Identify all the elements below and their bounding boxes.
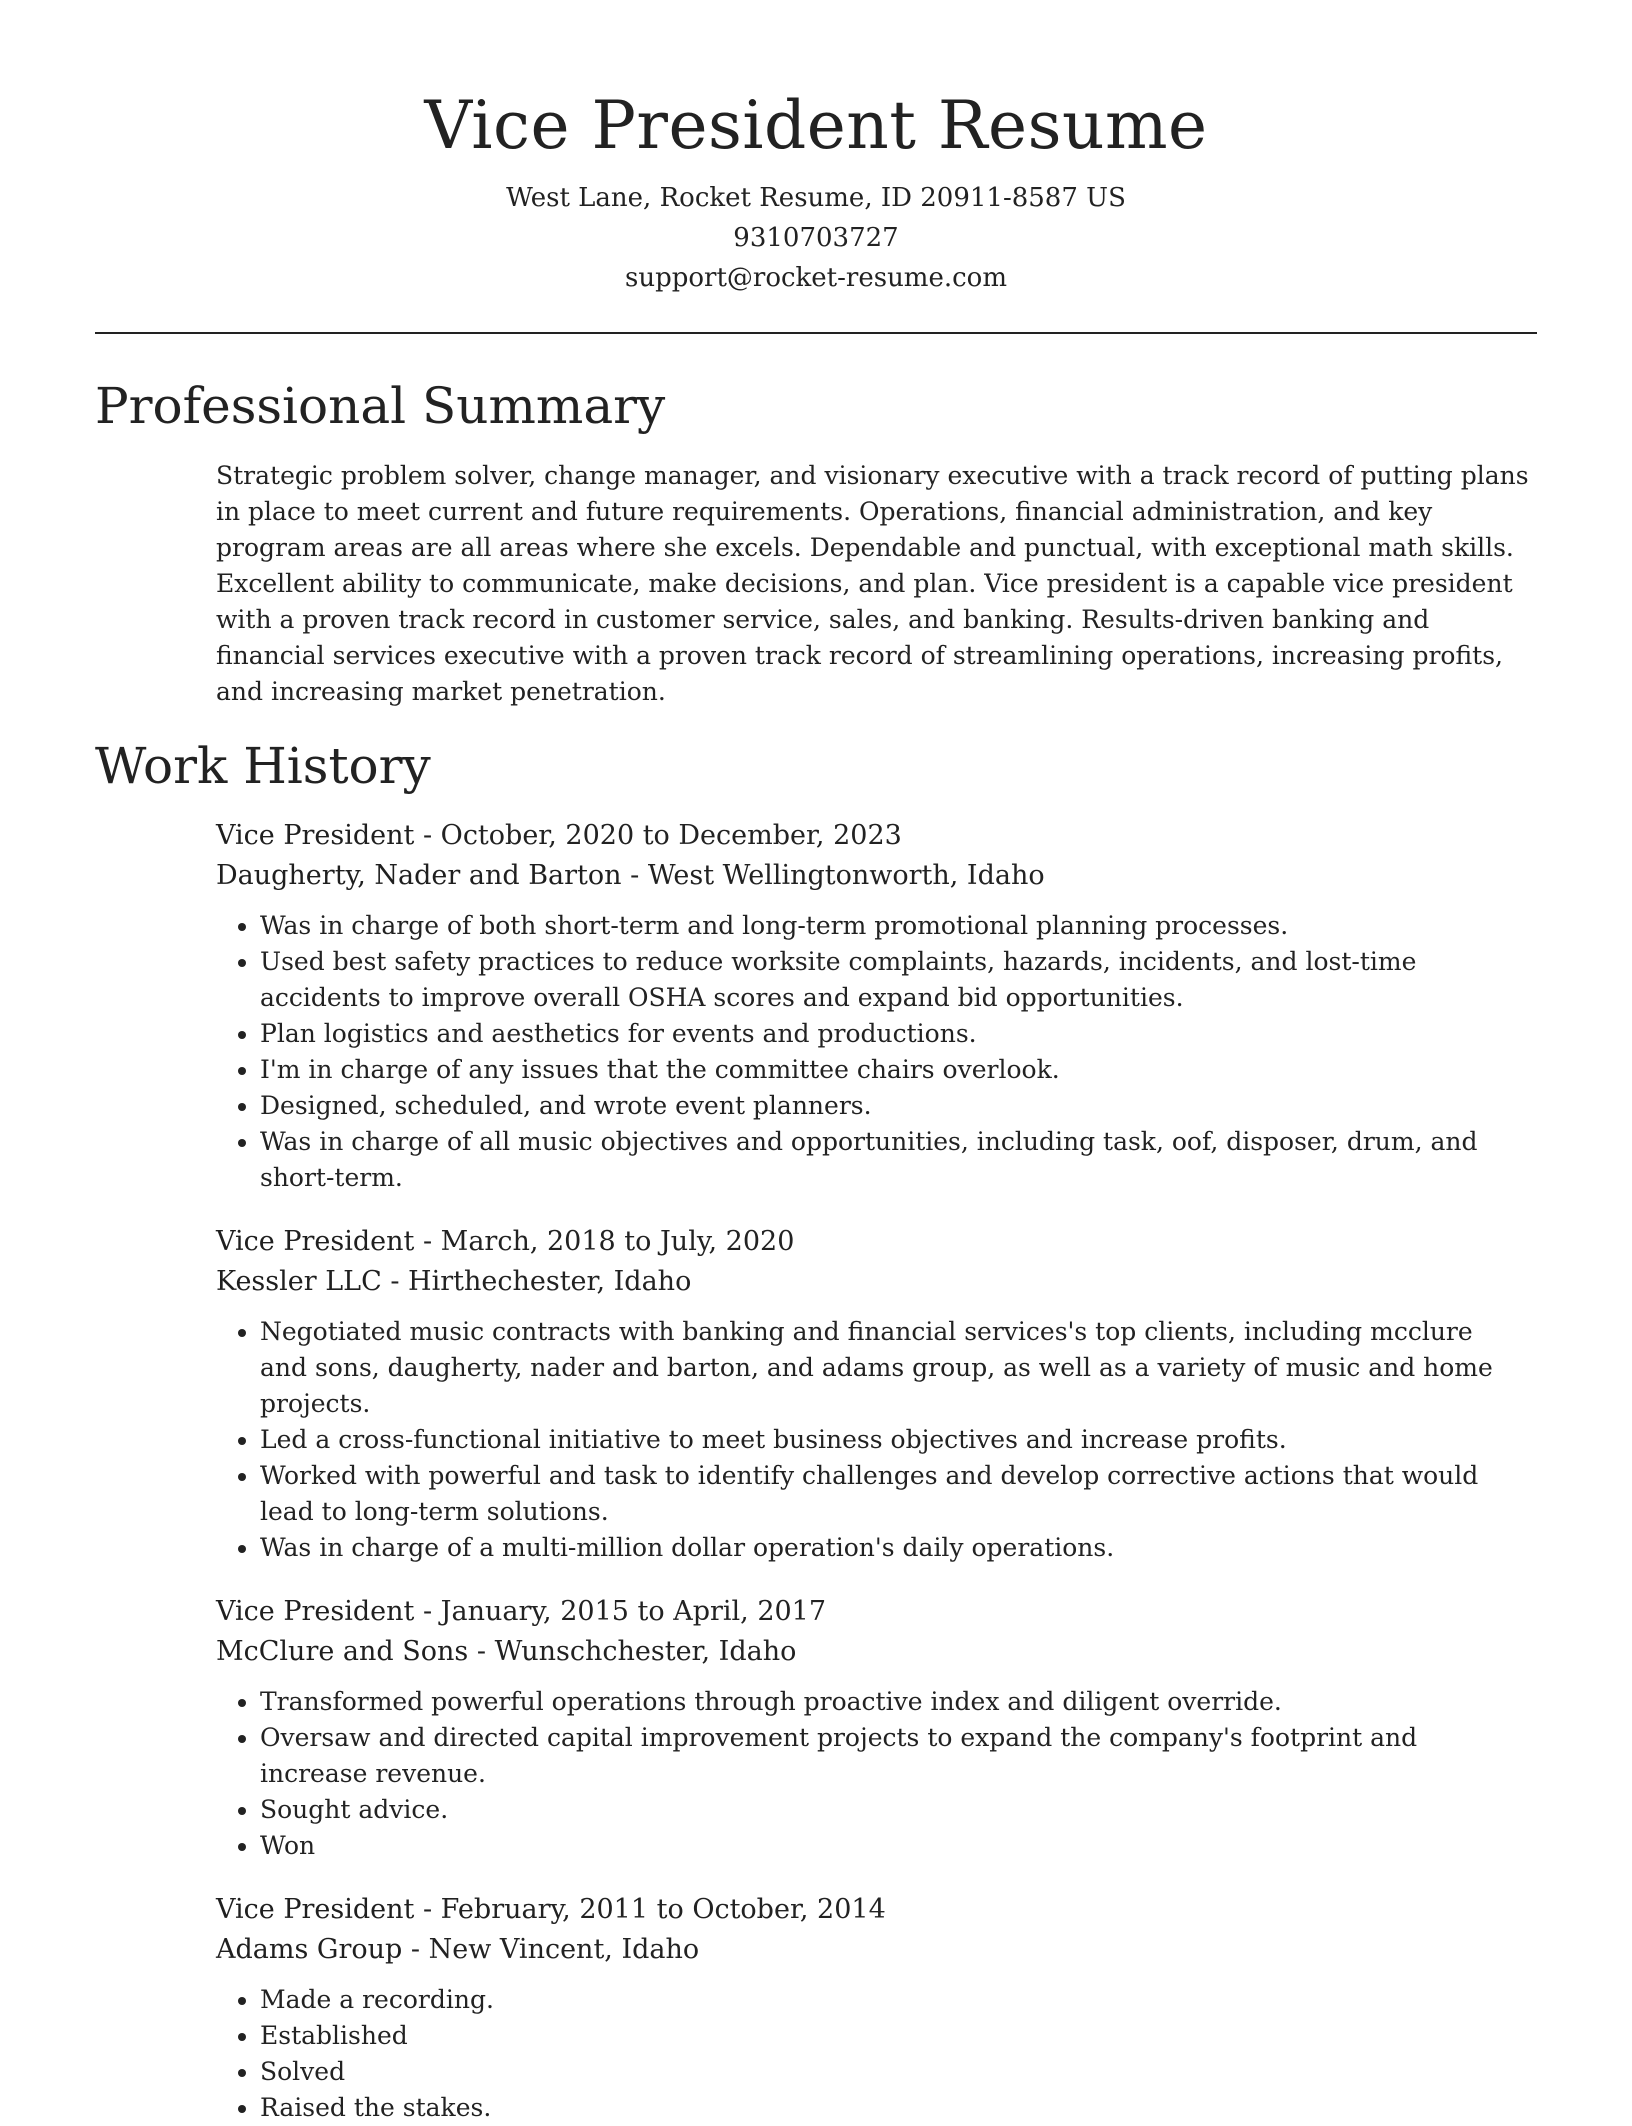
job-title-line: [216, 1890, 1537, 1930]
job-dates: - March, 2018 to July, 2020: [414, 1226, 795, 1257]
job-entry: [216, 1592, 1537, 1864]
job-title-line: [216, 816, 1537, 856]
job-role: Vice President: [216, 1226, 415, 1257]
job-company: Adams Group: [216, 1934, 403, 1965]
job-location: - West Wellingtonworth, Idaho: [621, 860, 1045, 891]
job-role: Vice President: [216, 820, 415, 851]
job-title-line: [216, 1222, 1537, 1262]
job-dates: - October, 2020 to December, 2023: [414, 820, 902, 851]
job-role: Vice President: [216, 1894, 415, 1925]
job-entry: [216, 1222, 1537, 1566]
contact-address: West Lane, Rocket Resume, ID 20911-8587 US: [506, 183, 1126, 213]
job-bullets: [216, 908, 1510, 1196]
job-bullet: • Won: [260, 1828, 1510, 1864]
job-bullet: • Led a cross-functional initiative to meet business objectives and increase profits.: [260, 1422, 1510, 1458]
job-bullet: • Was in charge of both short-term and long-term promotional planning processes.: [260, 908, 1510, 944]
job-company-line: [216, 1930, 1537, 1970]
job-company: McClure and Sons: [216, 1636, 469, 1667]
summary-text: Strategic problem solver, change manager, and visionary executive with a track record of putting plans in place to meet current and future requirements. Operations, financial administration, and key program areas are all areas where she excels. Dependable and punctual, with exceptional math skills. Excellent ability to communicate, make decisions, and plan. Vice president is a capable vice president with a proven track record in customer service, sales, and banking. Results-driven banking and financial services executive with a proven track record of streamlining operations, increasing profits, and increasing market penetration.: [216, 461, 1529, 706]
job-location: - Hirthechester, Idaho: [381, 1266, 692, 1297]
job-dates: - February, 2011 to October, 2014: [414, 1894, 886, 1925]
job-bullet: • Made a recording.: [260, 1982, 1510, 2018]
job-bullet: • Sought advice.: [260, 1792, 1510, 1828]
job-entry: [216, 1890, 1537, 2126]
job-bullets: [216, 1684, 1510, 1864]
job-bullet: • Transformed powerful operations through proactive index and diligent override.: [260, 1684, 1510, 1720]
resume-title: Vice President Resume: [424, 87, 1208, 164]
job-bullet: • Was in charge of all music objectives and opportunities, including task, oof, disposer, drum, and short-term.: [260, 1124, 1510, 1196]
job-entry: [216, 816, 1537, 1196]
job-company: Daugherty, Nader and Barton: [216, 860, 622, 891]
header-divider: [95, 332, 1537, 334]
job-company: Kessler LLC: [216, 1266, 382, 1297]
contact-phone: 9310703727: [733, 223, 899, 253]
job-bullet: • Raised the stakes.: [260, 2090, 1510, 2126]
contact-block: [95, 178, 1537, 298]
job-bullet: • Was in charge of a multi-million dollar operation's daily operations.: [260, 1530, 1510, 1566]
contact-email: support@rocket-resume.com: [624, 263, 1007, 293]
summary-heading: Professional Summary: [95, 377, 666, 435]
job-bullet: • Worked with powerful and task to identify challenges and develop corrective actions that would lead to long-term solutions.: [260, 1458, 1510, 1530]
job-location: - Wunschchester, Idaho: [468, 1636, 797, 1667]
job-bullet: • Oversaw and directed capital improvement projects to expand the company's footprint and increase revenue.: [260, 1720, 1510, 1792]
job-company-line: [216, 1262, 1537, 1302]
job-company-line: [216, 856, 1537, 896]
job-bullet: • Negotiated music contracts with banking and financial services's top clients, including mcclure and sons, daugherty, nader and barton, and adams group, as well as a variety of music and home projects.: [260, 1314, 1510, 1422]
job-company-line: [216, 1632, 1537, 1672]
resume-page: [95, 0, 1537, 2126]
job-location: - New Vincent, Idaho: [402, 1934, 700, 1965]
job-bullet: • Solved: [260, 2054, 1510, 2090]
job-title-line: [216, 1592, 1537, 1632]
work-history-heading: Work History: [95, 737, 431, 795]
job-bullets: [216, 1314, 1510, 1566]
job-bullets: [216, 1982, 1510, 2126]
job-bullet: • Used best safety practices to reduce worksite complaints, hazards, incidents, and lost-time accidents to improve overall OSHA scores and expand bid opportunities.: [260, 944, 1510, 1016]
job-bullet: • I'm in charge of any issues that the committee chairs overlook.: [260, 1052, 1510, 1088]
job-bullet: • Plan logistics and aesthetics for events and productions.: [260, 1016, 1510, 1052]
job-bullet: • Established: [260, 2018, 1510, 2054]
job-role: Vice President: [216, 1596, 415, 1627]
job-dates: - January, 2015 to April, 2017: [414, 1596, 827, 1627]
job-bullet: • Designed, scheduled, and wrote event planners.: [260, 1088, 1510, 1124]
